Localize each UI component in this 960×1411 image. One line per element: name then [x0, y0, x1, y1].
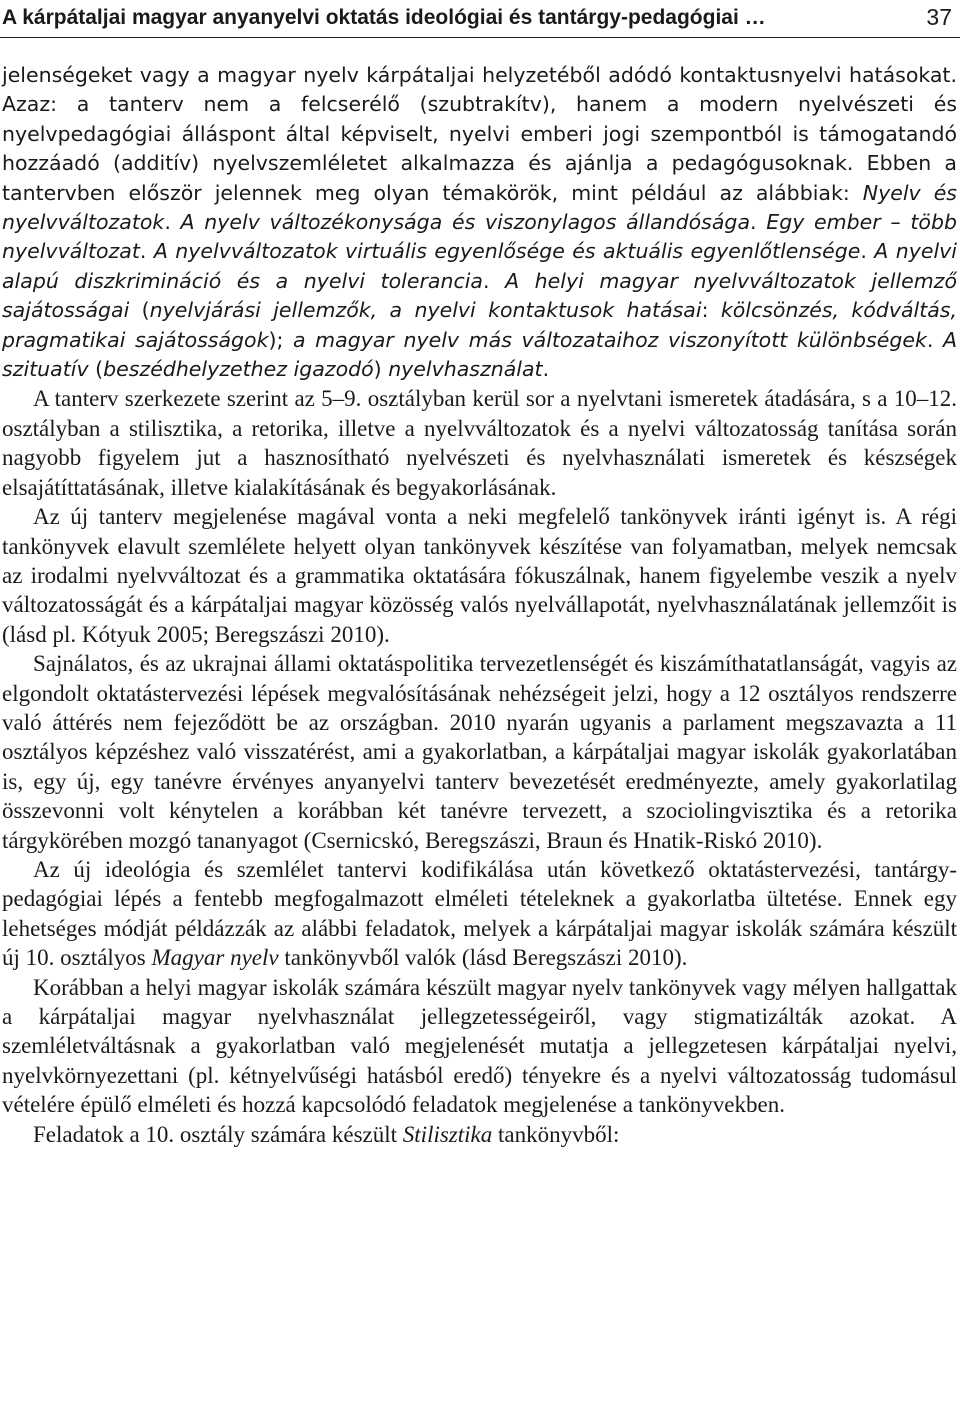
text-run: tankönyvből valók (lásd Beregszászi 2010). — [278, 945, 688, 971]
text-run: . — [860, 239, 875, 264]
text-run: Feladatok a 10. osztály számára készült — [33, 1121, 403, 1147]
paragraph: Korábban a helyi magyar iskolák számára készült magyar nyelv tankönyvek vagy mélyen hallgattak a kárpátaljai magyar nyelvhasználat jellegzetességeiről, vagy stigmatizálták azokat. A szemléletváltásnak a gyakorlatban való megjelenését mutatja a jellegzetesen kárpátaljai nyelvi, nyelvkörnyezettani (pl. kétnyelvűségi hatásból eredő) tényekre és a nyelvi változatosság tudomásul vételére épülő elméleti és hozzá kapcsolódó feladatok megjelenése a tankönyvekben. — [2, 974, 957, 1118]
topic-item: beszédhelyzethez igazodó — [103, 357, 374, 382]
topic-item: Egy ember – több nyelvváltozat — [2, 210, 957, 264]
text-run: . — [139, 239, 154, 264]
text-run: ) — [373, 357, 389, 382]
paragraph — [2, 1120, 957, 1149]
paragraph: Az új tanterv megjelenése magával vonta a neki megfelelő tankönyvek iránti igényt is. A régi tankönyvek elavult szemlélete helyett olyan tankönyvek készítése van folyamatban, melyek nemcsak az irodalmi nyelvváltozat és a grammatika oktatására fókuszálnak, hanem figyelembe veszik a nyelv változatosságát és a kárpátaljai magyar közösség valós nyelvállapotát, nyelvhasználatának jellemzőit is (lásd pl. Kótyuk 2005; Beregszászi 2010). — [2, 504, 957, 647]
text-run: jelenségeket vagy a magyar nyelv kárpátaljai helyzetéből adódó kontaktusnyelvi hatásokat. Azaz: a tanterv nem a felcserélő (szubtrakítv), hanem a modern nyelvészeti és nyelvpedagógiai álláspont által képviselt, nyelvi emberi jogi szempontból is támogatandó hozzáadó (additív) nyelvszemléletet alkalmazza és ajánlja a pedagógusoknak. Ebben a tantervben először jelennek meg olyan témakörök, mint például az alábbiak: — [2, 63, 957, 205]
paragraph — [2, 61, 957, 384]
text-run: Az új ideológia és szemlélet tantervi kodifikálása után következő oktatástervezési, tantárgy-pedagógiai lépés a fentebb megfogalmazott elméleti tételeknek a gyakorlatba ültetése. Ennek egy lehetséges módját példázzák az alábbi feladatok, melyek a kárpátaljai magyar iskolák számára készült új 10. osztályos — [2, 856, 957, 971]
text-run: . — [750, 210, 767, 235]
topic-item: Nyelv és nyelvváltozatok — [2, 180, 957, 235]
text-run: . — [482, 268, 506, 293]
book-title: Stilisztika — [402, 1121, 493, 1147]
paragraph: A tanterv szerkezete szerint az 5–9. osztályban kerül sor a nyelvtani ismeretek átadására, s a 10–12. osztályban a stilisztika, a retorika, illetve a nyelvváltozatok és a nyelvi változatosság tanítása során nagyobb figyelem jut a hasznosítható nyelvészeti és nyelvhasználati ismeretek és készségek elsajátíttatásának, illetve kialakításának és begyakorlásának. — [2, 386, 957, 500]
text-run: ( — [129, 298, 150, 323]
text-run: : — [701, 298, 721, 323]
topic-item: A helyi magyar nyelvváltozatok jellemző sajátosságai — [2, 268, 957, 323]
topic-item: nyelvjárási jellemzők, a nyelvi kontaktusok hatásai — [149, 298, 702, 323]
text-run: ); — [268, 327, 293, 352]
paragraph — [2, 855, 957, 973]
text-run: . — [926, 327, 943, 352]
body-text — [2, 61, 957, 1149]
page-number: 37 — [926, 4, 952, 30]
topic-item: A nyelv változékonysága és viszonylagos állandósága — [180, 210, 751, 235]
topic-item: kölcsönzés, kódváltás, pragmatikai sajátosságok — [2, 298, 958, 352]
running-title: A kárpátaljai magyar anyanyelvi oktatás ideológiai és tantárgy-pedagógiai … — [2, 6, 766, 29]
topic-item: A szituatív — [2, 327, 957, 382]
text-run: . — [164, 210, 181, 235]
topic-item: a magyar nyelv más változataihoz viszonyított különbségek — [293, 327, 927, 352]
paragraph: Sajnálatos, és az ukrajnai állami oktatáspolitika tervezetlenségét és kiszámíthatatlanságát, vagyis az elgondolt oktatástervezési lépések megvalósításának nehézségeit jelzi, hogy a 12 osztályos rendszerre való áttérés nem fejeződött be az országban. 2010 nyarán ugyanis a parlament megszavazta a 11 osztályos képzéshez való visszatérést, ami a gyakorlatban, a kárpátaljai magyar iskolák gyakorlatában is, egy új, egy tanévre érvényes anyanyelvi tanterv bevezetését eredményezte, amely gyakorlatilag összevonni volt kénytelen a korábban két tanévre tervezett, a szociolingvisztika és a retorika tárgykörében mozgó tananyagot (Csernicskó, Beregszászi, Braun és Hnatik-Riskó 2010). — [2, 651, 957, 853]
book-title: Magyar nyelv — [151, 945, 279, 971]
topic-item: nyelvhasználat — [388, 357, 543, 382]
text-run: tankönyvből: — [492, 1121, 620, 1147]
text-run: ( — [88, 357, 104, 382]
running-header — [0, 0, 960, 38]
topic-item: A nyelvi alapú diszkrimináció és a nyelvi tolerancia — [2, 239, 957, 293]
topic-item: A nyelvváltozatok virtuális egyenlősége és aktuális egyenlőtlensége — [153, 239, 861, 264]
text-run: . — [542, 357, 550, 382]
